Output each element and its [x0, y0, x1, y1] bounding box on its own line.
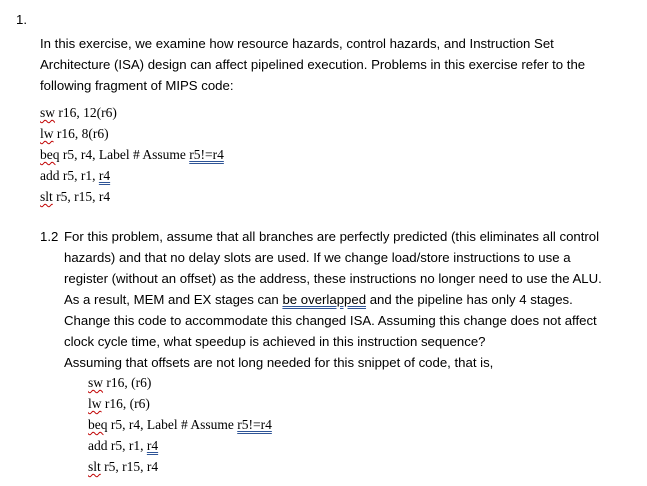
code-line — [88, 438, 158, 454]
code-comment: r5!=r4 — [237, 417, 272, 432]
code-args: r5, r1, — [107, 438, 147, 453]
code-args: r5, r15, r4 — [100, 459, 159, 474]
code-op: beq — [40, 147, 60, 162]
code-line — [88, 396, 150, 412]
code-line — [88, 417, 272, 433]
body-line: hazards) and that no delay slots are used. If we change load/store instructions to use a — [64, 250, 571, 265]
code-line — [40, 105, 117, 121]
body-text: and the pipeline has only 4 stages. — [366, 292, 573, 307]
body-line: For this problem, assume that all branches are perfectly predicted (this eliminates all control — [64, 229, 600, 244]
code-op: slt — [40, 189, 53, 204]
intro-line: following fragment of MIPS code: — [40, 78, 234, 93]
code-comment: r5!=r4 — [189, 147, 224, 162]
code-op: sw — [40, 105, 56, 120]
code-line — [40, 168, 110, 184]
body-line: register (without an offset) as the address, these instructions no longer need to use the ALU. — [64, 271, 602, 286]
code-args: r16, 8(r6) — [53, 126, 109, 141]
code-args: r16, 12(r6) — [55, 105, 117, 120]
problem-number: 1. — [16, 12, 27, 27]
body-line: Change this code to accommodate this changed ISA. Assuming this change does not affect — [64, 313, 597, 328]
code-args: r5, r4, Label # Assume — [59, 147, 190, 162]
code-args: r5, r4, Label # Assume — [107, 417, 238, 432]
body-line: Assuming that offsets are not long needed for this snippet of code, that is, — [64, 355, 494, 370]
code-args: r16, (r6) — [101, 396, 150, 411]
code-line — [40, 147, 224, 163]
body-line — [64, 292, 573, 307]
grammar-flag-be-overlapped: be overlapped — [282, 292, 367, 307]
intro-line: In this exercise, we examine how resource hazards, control hazards, and Instruction Set — [40, 36, 554, 51]
intro-line: Architecture (ISA) design can affect pipelined execution. Problems in this exercise refer to the — [40, 57, 586, 72]
code-op: beq — [88, 417, 108, 432]
code-args: r5, r15, r4 — [52, 189, 111, 204]
code-line — [88, 459, 158, 475]
code-op: lw — [40, 126, 54, 141]
body-text: As a result, MEM and EX stages can — [64, 292, 283, 307]
code-line — [40, 126, 109, 142]
code-comment: r4 — [98, 168, 111, 183]
code-args: r5, r1, — [59, 168, 99, 183]
code-op: add — [88, 438, 108, 453]
code-op: sw — [88, 375, 104, 390]
code-op: lw — [88, 396, 102, 411]
body-line: clock cycle time, what speedup is achieved in this instruction sequence? — [64, 334, 486, 349]
code-op: slt — [88, 459, 101, 474]
sub-problem-number: 1.2 — [40, 229, 59, 244]
code-op: add — [40, 168, 60, 183]
code-comment: r4 — [146, 438, 159, 453]
code-line — [40, 189, 110, 205]
code-args: r16, (r6) — [103, 375, 152, 390]
code-line — [88, 375, 151, 391]
